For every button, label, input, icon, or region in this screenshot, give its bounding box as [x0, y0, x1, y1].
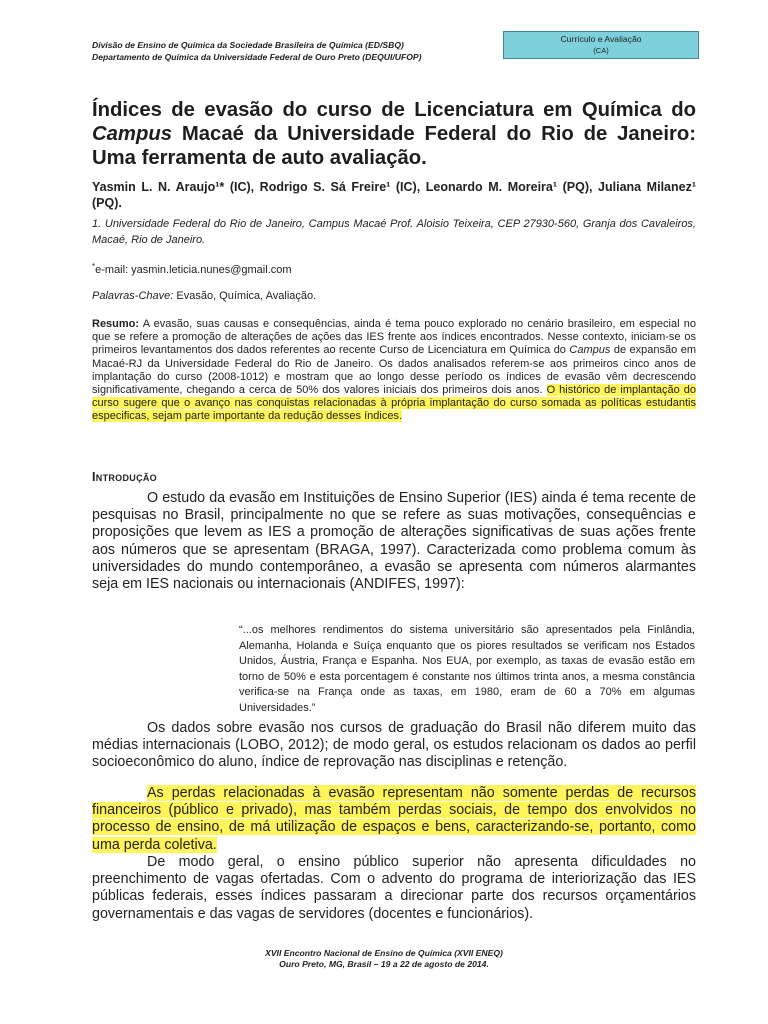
authors: Yasmin L. N. Araujo¹* (IC), Rodrigo S. Sá Freire¹ (IC), Leonardo M. Moreira¹ (PQ), Juliana Milanez¹ (PQ). [92, 180, 696, 210]
intro-paragraph-3-highlight: As perdas relacionadas à evasão representam não somente perdas de recursos financeiros (público e privado), mas também perdas sociais, de tempo dos envolvidos no processo de ensino, de má utilização de espaços e bens, caracterizando-se, portanto, como uma perda coletiva. [92, 785, 696, 853]
header-institutions [92, 40, 512, 63]
footer-line-1: XVII Encontro Nacional de Ensino de Química (XVII ENEQ) [265, 948, 503, 958]
abstract-campus: Campus [569, 344, 611, 357]
abstract-text-1: A evasão, suas causas e consequências, ainda é tema pouco explorado no cenário brasileiro, em especial no que se refere a promoção de alterações de ações das IES frente aos índices encontrados. Nesse contexto, iniciam-se os primeiros levantamentos dos dados referentes ao recente Curso de Licenciatura em Química do [92, 318, 696, 357]
affiliation: 1. Universidade Federal do Rio de Janeiro, Campus Macaé Prof. Aloisio Teixeira, CEP 27930-560, Granja dos Cavaleiros, Macaé, Rio de Janeiro. [92, 218, 696, 246]
intro-paragraph-2: Os dados sobre evasão nos cursos de graduação do Brasil não diferem muito das médias internacionais (LOBO, 2012); de modo geral, os estudos relacionam os dados ao perfil socioeconômico do aluno, índice de reprovação nas disciplinas e retenção. [92, 720, 696, 771]
section-box-label: Currículo e Avaliação [560, 34, 642, 44]
intro-paragraph-1: O estudo da evasão em Instituições de Ensino Superior (IES) ainda é tema recente de pesquisas no Brasil, principalmente no que se refere as suas motivações, consequências e proposições que levem as IES a promoção de alterações significativas de suas ações frente aos números que se apresentam (BRAGA, 1997). Caracterizada como problema comum às universidades do mundo contemporâneo, a evasão se apresenta com números alarmantes seja em IES nacionais ou internacionais (ANDIFES, 1997): [92, 490, 696, 593]
keywords [92, 289, 316, 304]
title-part-1: Índices de evasão do curso de Licenciatura em Química do [92, 99, 696, 121]
section-heading-introduction: Introdução [92, 470, 157, 484]
email-text: e-mail: yasmin.leticia.nunes@gmail.com [95, 264, 292, 276]
abstract-lead: Resumo: [92, 318, 140, 330]
abstract-highlight: O histórico de implantação do curso sugere que o avanço nas conquistas relacionadas à própria implantação do curso somada as políticas estudantis especificas, sejam parte importante da redução desses índices. [92, 384, 696, 423]
intro-paragraph-4: De modo geral, o ensino público superior não apresenta dificuldades no preenchimento de vagas ofertadas. Com o advento do programa de interiorização das IES públicas federais, esses índices passaram a direcionar parte dos recursos orçamentários governamentais e das vagas de servidores (docentes e funcionários). [92, 854, 696, 922]
title-campus: Campus [92, 123, 173, 145]
abstract [92, 318, 696, 424]
block-quote: “...os melhores rendimentos do sistema universitário são apresentados pela Finlândia, Alemanha, Holanda e Suíça enquanto que os piores resultados se verificam nos Estados Unidos, Áustria, França e Espanha. Nos EUA, por exemplo, as taxas de evasão estão em torno de 50% e esta porcentagem é constante nos últimos trinta anos, a mesma constância verifica-se na França onde as taxas, em 1980, eram de 60 a 70% em algumas Universidades.” [239, 624, 695, 714]
title-part-2: Macaé da Universidade Federal do Rio de Janeiro: Uma ferramenta de auto avaliação. [92, 123, 696, 169]
section-box-abbr: (CA) [593, 46, 609, 55]
contact-email [92, 259, 292, 278]
footer-line-2: Ouro Preto, MG, Brasil – 19 a 22 de agosto de 2014. [279, 959, 489, 969]
email-star: * [92, 262, 96, 271]
abstract-text-2: de expansão em Macaé-RJ da Universidade Federal do Rio de Janeiro. Os dados analisados referem-se aos primeiros cinco anos de implantação do curso (2008-1012) e mostram que ao longo desse período os índices de evasão vêm decrescendo significativamente, chegando a cerca de 50% dos valores iniciais dos primeiros dois anos. [92, 344, 697, 397]
keywords-label: Palavras-Chave: [92, 290, 174, 302]
page-footer [0, 948, 768, 970]
intro-paragraph-3 [92, 785, 696, 854]
header-line-1: Divisão de Ensino de Química da Sociedade Brasileira de Química (ED/SBQ) [92, 40, 404, 50]
keywords-value: Evasão, Química, Avaliação. [173, 290, 317, 302]
paper-title [92, 98, 696, 170]
section-box [503, 31, 699, 59]
header-line-2: Departamento de Química da Universidade Federal de Ouro Preto (DEQUI/UFOP) [92, 51, 422, 62]
